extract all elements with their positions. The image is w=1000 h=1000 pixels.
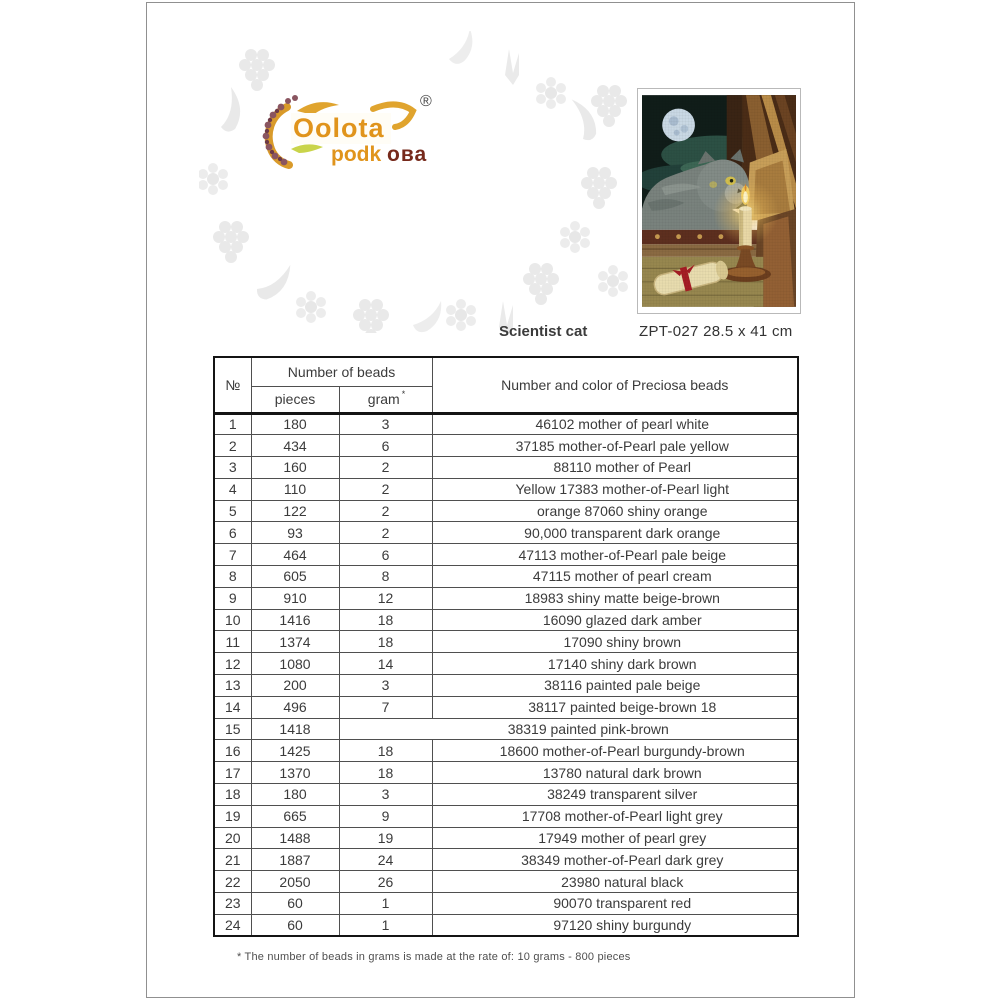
pieces-cell: 200 xyxy=(251,675,339,697)
bead-description-cell: 90,000 transparent dark orange xyxy=(432,522,798,544)
gram-cell: 9 xyxy=(339,805,432,827)
row-number-cell: 3 xyxy=(214,457,251,479)
bead-description-cell: 97120 shiny burgundy xyxy=(432,914,798,936)
gram-cell: 26 xyxy=(339,871,432,893)
gram-cell: 24 xyxy=(339,849,432,871)
row-number-cell: 17 xyxy=(214,762,251,784)
bead-description-cell: 38249 transparent silver xyxy=(432,784,798,806)
bead-description-cell: 16090 glazed dark amber xyxy=(432,609,798,631)
row-number-cell: 5 xyxy=(214,500,251,522)
bead-description-cell: 18983 shiny matte beige-brown xyxy=(432,587,798,609)
pieces-cell: 180 xyxy=(251,413,339,435)
gram-cell: 2 xyxy=(339,478,432,500)
row-number-cell: 16 xyxy=(214,740,251,762)
row-number-cell: 6 xyxy=(214,522,251,544)
bead-description-cell: 17090 shiny brown xyxy=(432,631,798,653)
row-number-cell: 4 xyxy=(214,478,251,500)
gram-cell: 2 xyxy=(339,457,432,479)
bead-description-cell: 46102 mother of pearl white xyxy=(432,413,798,435)
pieces-cell: 1370 xyxy=(251,762,339,784)
row-number-cell: 10 xyxy=(214,609,251,631)
gram-cell: 6 xyxy=(339,544,432,566)
row-number-cell: 21 xyxy=(214,849,251,871)
table-row xyxy=(214,413,798,435)
pieces-cell: 434 xyxy=(251,435,339,457)
table-row xyxy=(214,609,798,631)
gram-cell: 1 xyxy=(339,893,432,915)
pieces-cell: 60 xyxy=(251,914,339,936)
table-row xyxy=(214,914,798,936)
table-row xyxy=(214,587,798,609)
table-row xyxy=(214,653,798,675)
pieces-cell: 605 xyxy=(251,566,339,588)
table-row xyxy=(214,544,798,566)
pieces-cell: 1080 xyxy=(251,653,339,675)
table-row xyxy=(214,871,798,893)
row-number-cell: 7 xyxy=(214,544,251,566)
pieces-cell: 160 xyxy=(251,457,339,479)
gram-cell: 18 xyxy=(339,609,432,631)
brand-name-ova: ова xyxy=(387,143,428,166)
scanned-page xyxy=(146,2,855,998)
row-number-cell: 24 xyxy=(214,914,251,936)
bead-description-cell: 37185 mother-of-Pearl pale yellow xyxy=(432,435,798,457)
row-number-cell: 20 xyxy=(214,827,251,849)
row-number-cell: 2 xyxy=(214,435,251,457)
pieces-cell: 496 xyxy=(251,696,339,718)
table-row xyxy=(214,762,798,784)
bead-description-cell: 17949 mother of pearl grey xyxy=(432,827,798,849)
bead-description-cell: 13780 natural dark brown xyxy=(432,762,798,784)
gram-cell: 12 xyxy=(339,587,432,609)
gram-cell: 2 xyxy=(339,500,432,522)
table-row xyxy=(214,718,798,740)
gram-label: gram xyxy=(367,391,400,407)
table-row xyxy=(214,849,798,871)
gram-cell: 18 xyxy=(339,740,432,762)
brand-logo xyxy=(257,91,447,181)
row-number-cell: 12 xyxy=(214,653,251,675)
bead-description-cell: 88110 mother of Pearl xyxy=(432,457,798,479)
row-number-cell: 13 xyxy=(214,675,251,697)
table-row xyxy=(214,827,798,849)
col-header-number: № xyxy=(214,357,251,413)
bead-description-cell: 47113 mother-of-Pearl pale beige xyxy=(432,544,798,566)
bead-description-cell: 38349 mother-of-Pearl dark grey xyxy=(432,849,798,871)
gram-cell: 2 xyxy=(339,522,432,544)
row-number-cell: 14 xyxy=(214,696,251,718)
bead-description-cell: 17140 shiny dark brown xyxy=(432,653,798,675)
table-row xyxy=(214,435,798,457)
col-header-gram xyxy=(339,386,432,413)
beads-table-header xyxy=(214,357,798,413)
pieces-cell: 60 xyxy=(251,893,339,915)
pieces-cell: 910 xyxy=(251,587,339,609)
bead-description-cell: 47115 mother of pearl cream xyxy=(432,566,798,588)
pieces-cell: 1416 xyxy=(251,609,339,631)
table-row xyxy=(214,566,798,588)
row-number-cell: 8 xyxy=(214,566,251,588)
row-number-cell: 15 xyxy=(214,718,251,740)
col-header-pieces: pieces xyxy=(251,386,339,413)
gram-asterisk: * xyxy=(401,389,406,399)
gram-cell: 3 xyxy=(339,784,432,806)
pieces-cell: 1425 xyxy=(251,740,339,762)
table-row xyxy=(214,805,798,827)
row-number-cell: 22 xyxy=(214,871,251,893)
design-title: Scientist cat xyxy=(499,323,588,340)
pieces-cell: 180 xyxy=(251,784,339,806)
bead-description-cell: orange 87060 shiny orange xyxy=(432,500,798,522)
pieces-cell: 1374 xyxy=(251,631,339,653)
pieces-cell: 93 xyxy=(251,522,339,544)
pieces-cell: 2050 xyxy=(251,871,339,893)
table-row xyxy=(214,675,798,697)
gram-cell: 3 xyxy=(339,675,432,697)
pieces-cell: 464 xyxy=(251,544,339,566)
floral-wreath-watermark xyxy=(199,31,631,333)
gram-cell: 14 xyxy=(339,653,432,675)
row-number-cell: 23 xyxy=(214,893,251,915)
bead-description-cell: 23980 natural black xyxy=(432,871,798,893)
bead-description-cell: 90070 transparent red xyxy=(432,893,798,915)
pieces-cell: 665 xyxy=(251,805,339,827)
col-header-beads-group: Number of beads xyxy=(251,357,432,386)
gram-cell: 18 xyxy=(339,762,432,784)
pattern-preview-frame xyxy=(637,88,801,314)
pieces-cell: 122 xyxy=(251,500,339,522)
beads-table xyxy=(213,356,799,937)
row-number-cell: 18 xyxy=(214,784,251,806)
gram-cell: 1 xyxy=(339,914,432,936)
row-number-cell: 11 xyxy=(214,631,251,653)
brand-name-bottom xyxy=(331,143,427,167)
row-number-cell: 19 xyxy=(214,805,251,827)
table-row xyxy=(214,784,798,806)
registered-trademark-icon: ® xyxy=(420,93,432,110)
gram-cell: 7 xyxy=(339,696,432,718)
bead-description-cell: 17708 mother-of-Pearl light grey xyxy=(432,805,798,827)
gram-cell: 18 xyxy=(339,631,432,653)
cat-pattern-image xyxy=(642,93,796,309)
bead-description-cell: Yellow 17383 mother-of-Pearl light xyxy=(432,478,798,500)
table-row xyxy=(214,893,798,915)
gram-cell: 3 xyxy=(339,413,432,435)
pieces-cell: 1488 xyxy=(251,827,339,849)
bead-description-cell: 38117 painted beige-brown 18 xyxy=(432,696,798,718)
table-row xyxy=(214,696,798,718)
row-number-cell: 9 xyxy=(214,587,251,609)
table-row xyxy=(214,457,798,479)
gram-cell: 8 xyxy=(339,566,432,588)
bead-description-cell: 38319 painted pink-brown xyxy=(339,718,798,740)
col-header-description: Number and color of Preciosa beads xyxy=(432,357,798,413)
design-code: ZPT-027 28.5 x 41 cm xyxy=(639,323,793,340)
bead-description-cell: 18600 mother-of-Pearl burgundy-brown xyxy=(432,740,798,762)
table-row xyxy=(214,478,798,500)
brand-name-top: Oolota xyxy=(291,113,391,144)
pieces-cell: 1887 xyxy=(251,849,339,871)
table-row xyxy=(214,740,798,762)
gram-cell: 6 xyxy=(339,435,432,457)
table-row xyxy=(214,500,798,522)
footnote: * The number of beads in grams is made at the rate of: 10 grams - 800 pieces xyxy=(237,951,631,963)
table-row xyxy=(214,631,798,653)
row-number-cell: 1 xyxy=(214,413,251,435)
table-row xyxy=(214,522,798,544)
gram-cell: 19 xyxy=(339,827,432,849)
brand-name-podk: podk xyxy=(331,143,382,166)
bead-description-cell: 38116 painted pale beige xyxy=(432,675,798,697)
beads-table-body xyxy=(214,413,798,936)
pieces-cell: 1418 xyxy=(251,718,339,740)
pieces-cell: 110 xyxy=(251,478,339,500)
